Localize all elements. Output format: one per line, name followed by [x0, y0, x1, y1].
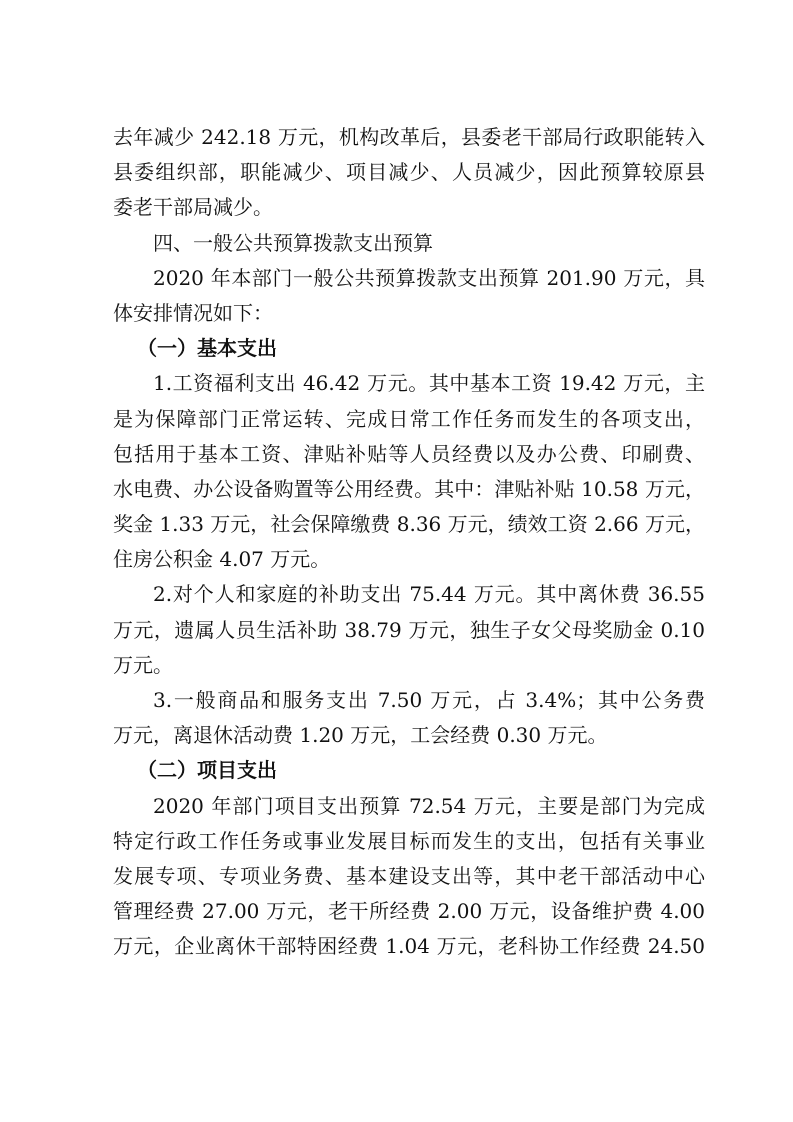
text-line: 去年减少 242.18 万元，机构改革后，县委老干部局行政职能转入 [113, 125, 705, 149]
text-line: 是为保障部门正常运转、完成日常工作任务而发生的各项支出， [113, 406, 705, 431]
text-line: 万元，企业离休干部特困经费 1.04 万元，老科协工作经费 24.50 [113, 934, 705, 959]
text-line: 发展专项、专项业务费、基本建设支出等，其中老干部活动中心 [113, 863, 705, 888]
text-line: 万元。 [113, 652, 173, 677]
text-line: 委老干部局减少。 [113, 195, 273, 220]
text-line: 3.一般商品和服务支出 7.50 万元，占 3.4%；其中公务费 [153, 688, 705, 712]
text-line: 2020 年本部门一般公共预算拨款支出预算 201.90 万元，具 [153, 265, 705, 290]
text-line: 包括用于基本工资、津贴补贴等人员经费以及办公费、印刷费、 [113, 441, 705, 466]
subsection-heading: （一）基本支出 [137, 336, 277, 361]
text-line: 管理经费 27.00 万元，老干所经费 2.00 万元，设备维护费 4.00 [113, 899, 705, 924]
text-line: 万元，遗属人员生活补助 38.79 万元，独生子女父母奖励金 0.10 [113, 617, 705, 642]
text-line: 1.工资福利支出 46.42 万元。其中基本工资 19.42 万元，主 [153, 371, 705, 396]
text-line: 万元，离退休活动费 1.20 万元，工会经费 0.30 万元。 [113, 723, 608, 748]
text-line: 县委组织部，职能减少、项目减少、人员减少，因此预算较原县 [113, 160, 705, 185]
text-line: 住房公积金 4.07 万元。 [113, 547, 331, 572]
text-line: 体安排情况如下： [113, 300, 273, 325]
text-line: 奖金 1.33 万元，社会保障缴费 8.36 万元，绩效工资 2.66 万元， [113, 512, 705, 537]
document-body [113, 120, 705, 965]
text-line: 特定行政工作任务或事业发展目标而发生的支出，包括有关事业 [113, 828, 705, 853]
text-line: 水电费、办公设备购置等公用经费。其中：津贴补贴 10.58 万元， [113, 476, 705, 501]
section-heading: 四、一般公共预算拨款支出预算 [153, 230, 433, 255]
subsection-heading: （二）项目支出 [137, 758, 277, 783]
text-line: 2.对个人和家庭的补助支出 75.44 万元。其中离休费 36.55 [153, 582, 705, 607]
text-line: 2020 年部门项目支出预算 72.54 万元，主要是部门为完成 [153, 793, 705, 818]
